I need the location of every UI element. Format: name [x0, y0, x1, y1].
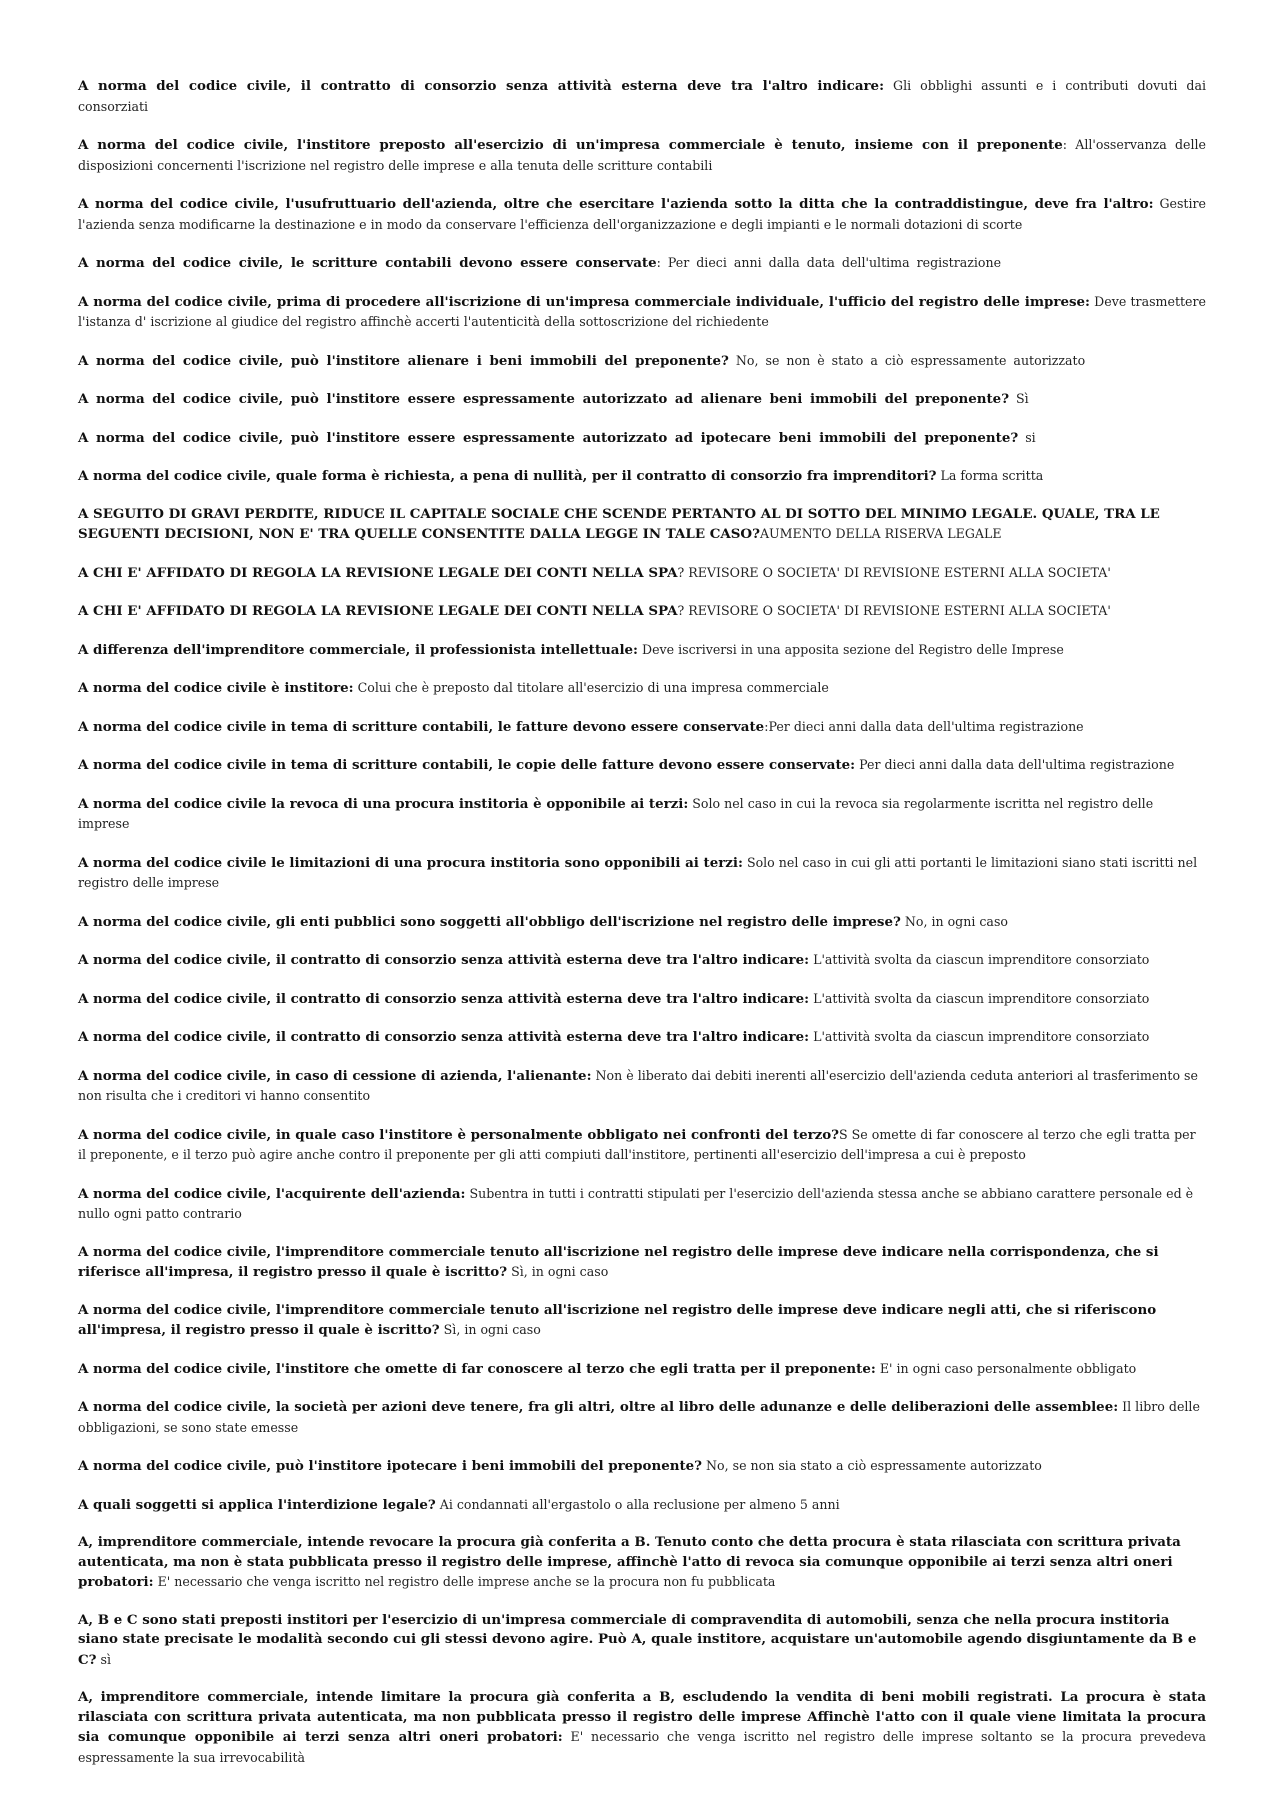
qa-item	[78, 717, 1206, 738]
answer: L'attività svolta da ciascun imprenditore consorziato	[809, 1029, 1150, 1044]
answer: :Per dieci anni dalla data dell'ultima registrazione	[764, 718, 1084, 734]
qa-item	[78, 989, 1206, 1010]
qa-item	[78, 1066, 1206, 1107]
qa-item	[78, 1125, 1206, 1166]
question: A norma del codice civile, l'acquirente dell'azienda:	[78, 1185, 466, 1202]
question: A norma del codice civile, il contratto di consorzio senza attività esterna deve tra l'altro indicare:	[78, 952, 810, 968]
answer: Il libro delle obbligazioni, se sono state emesse	[78, 1399, 1200, 1435]
question: A, imprenditore commerciale, intende revocare la procura già conferita a B. Tenuto conto che detta procura è stata rilasciata con scrittura privata autenticata, ma non è stata pubblicata presso il registro delle imprese, affinchè l'atto di revoca sia comunque opponibile ai terzi senza altri oneri probatori:	[78, 1534, 1181, 1590]
qa-item	[78, 678, 1206, 699]
answer: AUMENTO DELLA RISERVA LEGALE	[759, 526, 1002, 541]
qa-item	[78, 505, 1206, 545]
question: A CHI E' AFFIDATO DI REGOLA LA REVISIONE LEGALE DEI CONTI NELLA SPA	[78, 603, 678, 619]
answer: Gli obblighi assunti e i contributi dovuti dai consorziati	[78, 78, 1206, 114]
question: A norma del codice civile, l'imprenditore commerciale tenuto all'iscrizione nel registro delle imprese deve indicare negli atti, che si riferiscono all'impresa, il registro presso il quale è iscritto?	[78, 1301, 1157, 1338]
answer: E' in ogni caso personalmente obbligato	[875, 1360, 1137, 1376]
qa-item	[78, 1243, 1206, 1283]
qa-item	[78, 563, 1206, 584]
question: A norma del codice civile, il contratto di consorzio senza attività esterna deve tra l'altro indicare:	[78, 1029, 810, 1045]
question: A norma del codice civile in tema di scritture contabili, le copie delle fatture devono essere conservate:	[78, 757, 856, 773]
answer: No, in ogni caso	[900, 913, 1008, 929]
qa-item	[78, 1611, 1206, 1671]
qa-item	[78, 1397, 1206, 1438]
question: A norma del codice civile è institore:	[78, 680, 354, 696]
question: A SEGUITO DI GRAVI PERDITE, RIDUCE IL CAPITALE SOCIALE CHE SCENDE PERTANTO AL DI SOTTO DEL MINIMO LEGALE. QUALE, TRA LE SEGUENTI DECISIONI, NON E' TRA QUELLE CONSENTITE DALLA LEGGE IN TALE CASO?	[78, 505, 1160, 542]
answer: Sì, in ogni caso	[507, 1264, 609, 1279]
question: A norma del codice civile, può l'institore essere espressamente autorizzato ad alienare beni immobili del preponente?	[78, 391, 1010, 407]
question: A norma del codice civile, l'institore preposto all'esercizio di un'impresa commerciale è tenuto, insieme con il preponente	[78, 137, 1063, 153]
question: A, B e C sono stati preposti institori per l'esercizio di un'impresa commerciale di compravendita di automobili, senza che nella procura institoria siano state precisate le modalità secondo cui gli stessi devono agire. Può A, quale institore, acquistare un'automobile agendo disgiuntamente da B e C?	[78, 1611, 1197, 1668]
answer: Ai condannati all'ergastolo o alla reclusione per almeno 5 anni	[435, 1496, 840, 1512]
answer: : All'osservanza delle disposizioni concernenti l'iscrizione nel registro delle imprese e alla tenuta delle scritture contabili	[78, 137, 1206, 173]
qa-item	[78, 601, 1206, 622]
qa-item	[78, 466, 1206, 487]
qa-item	[78, 853, 1206, 894]
answer: Colui che è preposto dal titolare all'esercizio di una impresa commerciale	[353, 680, 829, 695]
question: A norma del codice civile le limitazioni di una procura institoria sono opponibili ai terzi:	[78, 854, 743, 871]
question: A norma del codice civile, l'usufruttuario dell'azienda, oltre che esercitare l'azienda sotto la ditta che la contraddistingue, deve fra l'altro:	[78, 196, 1154, 212]
answer: Deve trasmettere l'istanza d' iscrizione al giudice del registro affinchè accerti l'autenticità della sottoscrizione del richiedente	[78, 293, 1206, 329]
qa-item	[78, 755, 1206, 776]
qa-item	[78, 950, 1206, 971]
question: A norma del codice civile, in quale caso l'institore è personalmente obbligato nei confronti del terzo?	[78, 1126, 840, 1143]
question: A differenza dell'imprenditore commerciale, il professionista intellettuale:	[78, 641, 638, 658]
answer: ? REVISORE O SOCIETA' DI REVISIONE ESTERNI ALLA SOCIETA'	[677, 564, 1111, 580]
question: A norma del codice civile, può l'institore ipotecare i beni immobili del preponente?	[78, 1458, 702, 1474]
question: A, imprenditore commerciale, intende limitare la procura già conferita a B, escludendo la vendita di beni mobili registrati. La procura è stata rilasciata con scrittura privata autenticata, ma non pubblicata presso il registro delle imprese Affinchè l'atto con il quale viene limitata la procura sia comunque opponibile ai terzi senza altri oneri probatori:	[78, 1689, 1206, 1745]
question: A CHI E' AFFIDATO DI REGOLA LA REVISIONE LEGALE DEI CONTI NELLA SPA	[78, 564, 678, 581]
answer: S Se omette di far conoscere al terzo che egli tratta per il preponente, e il terzo può agire anche contro il preponente per gli atti compiuti dall'institore, pertinenti all'esercizio dell'impresa a cui è preposto	[78, 1126, 1196, 1162]
qa-item	[78, 194, 1206, 235]
question: A norma del codice civile, in caso di cessione di azienda, l'alienante:	[78, 1067, 592, 1084]
answer: Per dieci anni dalla data dell'ultima registrazione	[855, 757, 1175, 772]
qa-item	[78, 292, 1206, 333]
question: A norma del codice civile, il contratto di consorzio senza attività esterna deve tra l'altro indicare:	[78, 78, 885, 94]
answer: Subentra in tutti i contratti stipulati per l'esercizio dell'azienda stessa anche se abbiano carattere personale ed è nullo ogni patto contrario	[78, 1185, 1194, 1221]
answer: ? REVISORE O SOCIETA' DI REVISIONE ESTERNI ALLA SOCIETA'	[677, 603, 1111, 618]
qa-item	[78, 1495, 1206, 1516]
qa-item	[78, 428, 1206, 449]
qa-item	[78, 135, 1206, 176]
answer: L'attività svolta da ciascun imprenditore consorziato	[809, 952, 1150, 967]
question: A norma del codice civile, gli enti pubblici sono soggetti all'obbligo dell'iscrizione nel registro delle imprese?	[78, 913, 901, 930]
answer: Non è liberato dai debiti inerenti all'esercizio dell'azienda ceduta anteriori al trasferimento se non risulta che i creditori vi hanno consentito	[78, 1067, 1198, 1103]
question: A norma del codice civile, le scritture contabili devono essere conservate	[78, 255, 657, 271]
answer: Sì, in ogni caso	[439, 1322, 541, 1337]
answer: Gestire l'azienda senza modificarne la destinazione e in modo da conservare l'efficienza dell'organizzazione e degli impianti e le normali dotazioni di scorte	[78, 196, 1206, 232]
answer: E' necessario che venga iscritto nel registro delle imprese anche se la procura non fu pubblicata	[153, 1574, 776, 1589]
qa-item	[78, 1533, 1206, 1593]
answer: sì	[96, 1651, 112, 1667]
qa-item	[78, 351, 1206, 372]
qa-item	[78, 1027, 1206, 1048]
question: A norma del codice civile in tema di scritture contabili, le fatture devono essere conservate	[78, 718, 765, 735]
answer: La forma scritta	[936, 468, 1044, 483]
question: A norma del codice civile, la società per azioni deve tenere, fra gli altri, oltre al libro delle adunanze e delle deliberazioni delle assemblee:	[78, 1399, 1119, 1415]
question: A norma del codice civile, l'institore che omette di far conoscere al terzo che egli tratta per il preponente:	[78, 1360, 876, 1377]
question: A norma del codice civile, quale forma è richiesta, a pena di nullità, per il contratto di consorzio fra imprenditori?	[78, 468, 937, 484]
answer: Solo nel caso in cui gli atti portanti le limitazioni siano stati iscritti nel registro delle imprese	[78, 854, 1198, 890]
qa-item	[78, 76, 1206, 117]
answer: E' necessario che venga iscritto nel registro delle imprese soltanto se la procura prevedeva espressamente la sua irrevocabilità	[78, 1729, 1206, 1765]
answer: Solo nel caso in cui la revoca sia regolarmente iscritta nel registro delle imprese	[78, 795, 1154, 831]
question: A norma del codice civile, prima di procedere all'iscrizione di un'impresa commerciale individuale, l'ufficio del registro delle imprese:	[78, 293, 1090, 310]
answer: L'attività svolta da ciascun imprenditore consorziato	[809, 990, 1150, 1006]
answer: Deve iscriversi in una apposita sezione del Registro delle Imprese	[638, 641, 1064, 657]
question: A norma del codice civile, può l'institore essere espressamente autorizzato ad ipotecare beni immobili del preponente?	[78, 429, 1019, 446]
question: A norma del codice civile la revoca di una procura institoria è opponibile ai terzi:	[78, 795, 689, 812]
answer: No, se non sia stato a ciò espressamente autorizzato	[702, 1458, 1042, 1473]
qa-item	[78, 794, 1206, 835]
qa-item	[78, 1301, 1206, 1341]
question: A quali soggetti si applica l'interdizione legale?	[78, 1496, 436, 1513]
question: A norma del codice civile, l'imprenditore commerciale tenuto all'iscrizione nel registro delle imprese deve indicare nella corrispondenza, che si riferisce all'impresa, il registro presso il quale è iscritto?	[78, 1243, 1159, 1280]
answer: Sì	[1009, 391, 1029, 406]
qa-item	[78, 1359, 1206, 1380]
qa-item	[78, 912, 1206, 933]
qa-item	[78, 1688, 1206, 1768]
qa-item	[78, 640, 1206, 661]
answer: si	[1018, 429, 1036, 445]
question: A norma del codice civile, può l'institore alienare i beni immobili del preponente?	[78, 352, 729, 369]
qa-item	[78, 389, 1206, 410]
answer: : Per dieci anni dalla data dell'ultima registrazione	[656, 255, 1002, 270]
qa-item	[78, 253, 1206, 274]
answer: No, se non è stato a ciò espressamente autorizzato	[728, 352, 1086, 368]
document-page	[78, 76, 1206, 1786]
qa-item	[78, 1456, 1206, 1477]
qa-item	[78, 1184, 1206, 1225]
question: A norma del codice civile, il contratto di consorzio senza attività esterna deve tra l'altro indicare:	[78, 990, 810, 1007]
